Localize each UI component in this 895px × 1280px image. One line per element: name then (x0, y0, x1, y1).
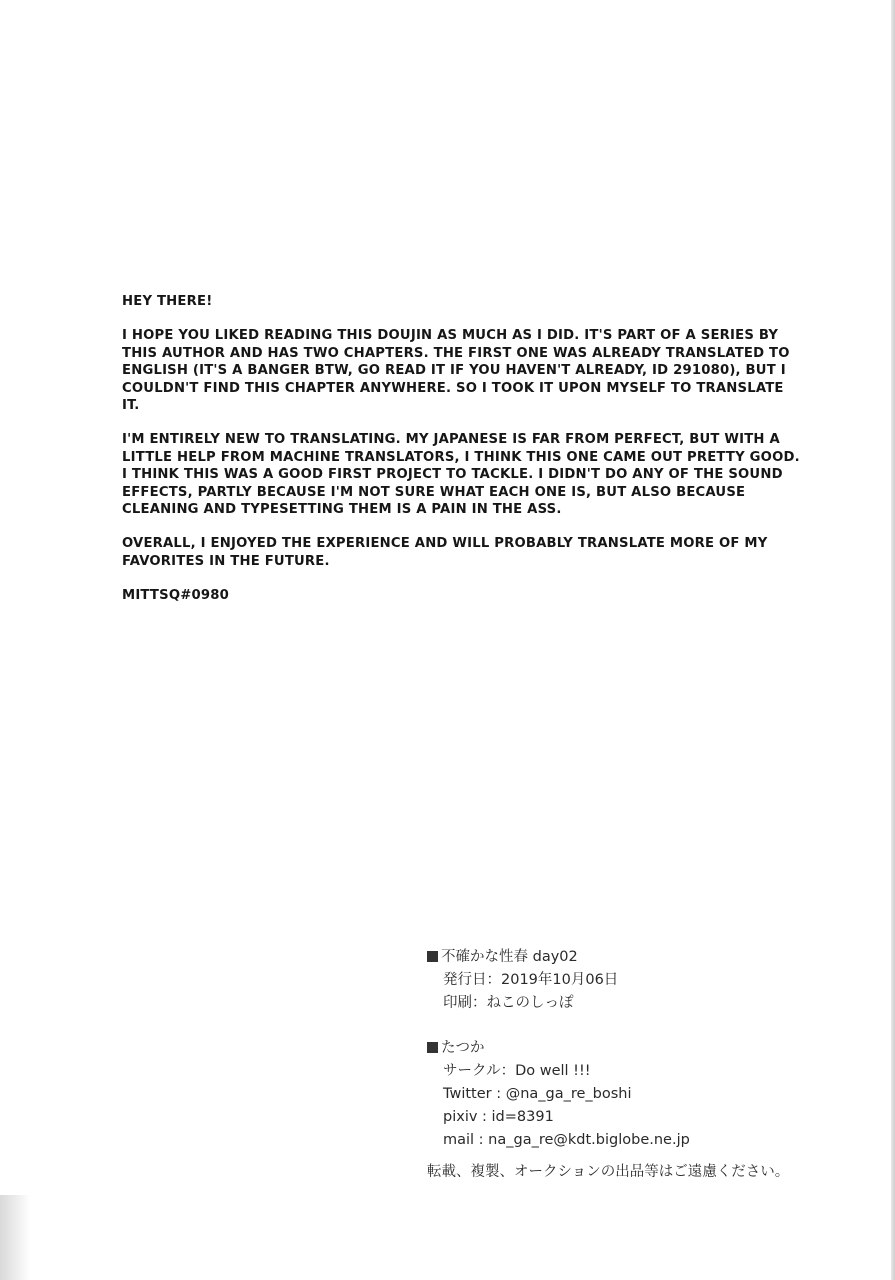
twitter-handle: Twitter : @na_ga_re_boshi (443, 1086, 632, 1102)
publish-date: 発行日：2019年10月06日 (443, 972, 619, 988)
page-edge-right (891, 0, 895, 1280)
note-paragraph-2: I'M ENTIRELY NEW TO TRANSLATING. MY JAPANESE IS FAR FROM PERFECT, BUT WITH A LITTLE HELP FROM MACHINE TRANSLATORS, I THINK THIS ONE CAME OUT PRETTY GOOD. I THINK THIS WAS A GOOD FIRST PROJECT TO TACKLE. I DIDN'T DO ANY OF THE SOUND EFFECTS, PARTLY BECAUSE I'M NOT SURE WHAT EACH ONE IS, BUT ALSO BECAUSE CLEANING AND TYPESETTING THEM IS A PAIN IN THE ASS. (122, 432, 800, 518)
pixiv-id: pixiv : id=8391 (443, 1109, 554, 1125)
page-edge-left (0, 1195, 30, 1280)
author-heading-row (427, 1037, 867, 1060)
publication-info (427, 946, 867, 1015)
author-info (427, 1037, 867, 1152)
square-bullet-icon (427, 951, 438, 962)
author-name: たつか (441, 1040, 485, 1056)
mail-address: mail : na_ga_re@kdt.biglobe.ne.jp (443, 1132, 690, 1148)
note-paragraph-3: OVERALL, I ENJOYED THE EXPERIENCE AND WILL PROBABLY TRANSLATE MORE OF MY FAVORITES IN THE FUTURE. (122, 536, 768, 569)
circle-name: サークル：Do well !!! (443, 1063, 591, 1079)
translator-note (122, 293, 802, 622)
book-title: 不確かな性春 day02 (441, 949, 578, 965)
square-bullet-icon (427, 1042, 438, 1053)
note-signature: MITTSQ#0980 (122, 588, 229, 604)
book-title-row (427, 946, 867, 969)
reproduction-notice: 転載、複製、オークションの出品等はご遠慮ください。 (427, 1164, 790, 1180)
colophon (427, 946, 867, 1174)
note-greeting: HEY THERE! (122, 294, 213, 309)
printer: 印刷：ねこのしっぽ (443, 995, 574, 1011)
note-paragraph-1: I HOPE YOU LIKED READING THIS DOUJIN AS MUCH AS I DID. IT'S PART OF A SERIES BY THIS AUTHOR AND HAS TWO CHAPTERS. THE FIRST ONE WAS ALREADY TRANSLATED TO ENGLISH (IT'S A BANGER BTW, GO READ IT IF YOU HAVEN'T ALREADY, ID 291080), BUT I COULDN'T FIND THIS CHAPTER ANYWHERE. SO I TOOK IT UPON MYSELF TO TRANSLATE IT. (122, 328, 790, 414)
